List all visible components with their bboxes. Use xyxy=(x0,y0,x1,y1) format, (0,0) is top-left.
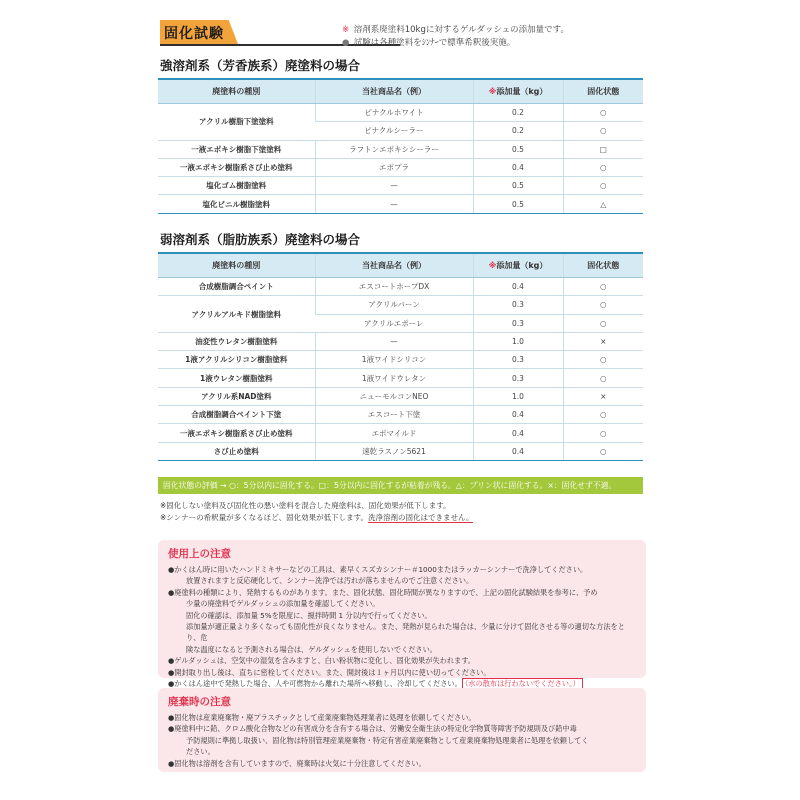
cell-type: 1液アクリルシリコン樹脂塗料 xyxy=(158,351,315,369)
cell-type: アクリルアルキド樹脂塗料 xyxy=(158,296,315,333)
cell-state: □ xyxy=(563,140,643,158)
col-state: 固化状態 xyxy=(563,253,643,278)
cell-product: ニューモルコンNEO xyxy=(315,387,473,405)
cell-type: 一液エポキシ樹脂系さび止め塗料 xyxy=(158,424,315,442)
disposal-body xyxy=(168,712,638,769)
table-row xyxy=(158,351,643,369)
cell-state: ○ xyxy=(563,122,643,140)
cell-amount: 0.4 xyxy=(473,278,563,296)
cell-amount: 0.4 xyxy=(473,406,563,424)
col-product: 当社商品名（例） xyxy=(315,79,473,104)
cell-product: アクリルバーン xyxy=(315,296,473,314)
cell-state: ○ xyxy=(563,369,643,387)
cell-state: ○ xyxy=(563,278,643,296)
header-note-2 xyxy=(342,37,569,50)
table-header-row xyxy=(158,253,643,278)
cell-state: ○ xyxy=(563,314,643,332)
table-row xyxy=(158,387,643,405)
table-row xyxy=(158,104,643,122)
cell-product: ラフトンエポキシシーラー xyxy=(315,140,473,158)
footnote-highlight: 洗浄溶剤の固化はできません。 xyxy=(368,513,474,522)
usage-item: ●かくはん時に用いたハンドミキサーなどの工具は、素早くスズカシンナー＃1000またはラッカーシンナーで洗浄してください。 xyxy=(168,565,588,574)
cell-type: 油変性ウレタン樹脂塗料 xyxy=(158,332,315,350)
disposal-title: 廃棄時の注意 xyxy=(168,696,231,708)
cell-product: 1液ワイドシリコン xyxy=(315,351,473,369)
cell-state: × xyxy=(563,332,643,350)
cell-product: アクリルエポーレ xyxy=(315,314,473,332)
usage-item: ●かくはん途中で発熱した場合、人や可燃物から離れた場所へ移動し、冷却してください。 （水の散布は行わないでください。） xyxy=(168,678,638,689)
usage-title: 使用上の注意 xyxy=(168,548,231,560)
cell-type: 合成樹脂調合ペイント下塗 xyxy=(158,406,315,424)
col-type: 廃塗料の種別 xyxy=(158,253,315,278)
table-row xyxy=(158,177,643,195)
cell-amount: 0.3 xyxy=(473,351,563,369)
cell-amount: 0.4 xyxy=(473,158,563,176)
table-row xyxy=(158,296,643,314)
cell-product: 速乾ラスノン5621 xyxy=(315,442,473,460)
disposal-item: ●固化物は産業廃棄物・廃プラスチックとして産業廃棄物処理業者に処理を依頼してください。 xyxy=(168,713,476,722)
cell-type: 塩化ゴム樹脂塗料 xyxy=(158,177,315,195)
cell-type: 塩化ビニル樹脂塗料 xyxy=(158,195,315,213)
cell-state: ○ xyxy=(563,424,643,442)
bullet-icon: ● xyxy=(342,38,350,48)
disposal-item: ●固化物は溶剤を含有していますので、廃棄時は火気に十分注意してください。 xyxy=(168,758,426,768)
cell-amount: 0.3 xyxy=(473,314,563,332)
cell-amount: 0.2 xyxy=(473,104,563,122)
cell-product: エスコート下塗 xyxy=(315,406,473,424)
cell-type: アクリル樹脂下塗塗料 xyxy=(158,104,315,141)
table-row xyxy=(158,158,643,176)
usage-item: 添加量が適正量より多くなっても固化性が良くなりません。また、発熱が見られた場合は、少量に分けて固化させる等の適切な方法をとり、危 xyxy=(186,622,625,643)
cell-product: 1液ワイドウレタン xyxy=(315,369,473,387)
section-badge xyxy=(160,20,238,46)
page-title: 固化試験 xyxy=(164,26,224,42)
cell-type: さび止め塗料 xyxy=(158,442,315,460)
table-row xyxy=(158,442,643,460)
cell-state: ○ xyxy=(563,442,643,460)
table-row xyxy=(158,332,643,350)
cell-product: エスコートホープDX xyxy=(315,278,473,296)
usage-body xyxy=(168,564,638,689)
cell-state: ○ xyxy=(563,158,643,176)
disposal-item: ●廃塗料中に鉛、クロム酸化合物などの有害成分を含有する場合は、労働安全衛生法の特定化学物質等障害予防規則及び鉛中毒 xyxy=(168,724,577,734)
cell-product: エポプラ xyxy=(315,158,473,176)
header-note-1 xyxy=(342,24,569,37)
usage-item: 固化の確認は、添加量 5%を限度に、撹拌時間 1 分以内で行ってください。 xyxy=(186,610,432,620)
cell-type: 合成樹脂調合ペイント xyxy=(158,278,315,296)
cell-amount: 0.2 xyxy=(473,122,563,140)
note-mark: ※ xyxy=(342,25,350,35)
cell-type: 一液エポキシ樹脂系さび止め塗料 xyxy=(158,158,315,176)
cell-amount: 1.0 xyxy=(473,332,563,350)
usage-boxed-warning: （水の散布は行わないでください。） xyxy=(462,678,583,689)
cell-state: ○ xyxy=(563,177,643,195)
cell-amount: 0.5 xyxy=(473,195,563,213)
table-row xyxy=(158,195,643,213)
table2-title: 弱溶剤系（脂肪族系）廃塗料の場合 xyxy=(160,232,361,247)
usage-item: 少量の廃塗料でゲルダッシュの添加量を確認してください。 xyxy=(186,599,380,609)
cell-amount: 0.4 xyxy=(473,424,563,442)
cell-amount: 1.0 xyxy=(473,387,563,405)
disposal-caution-box xyxy=(158,688,646,772)
footnotes xyxy=(160,500,473,524)
table-row xyxy=(158,406,643,424)
cell-state: ○ xyxy=(563,406,643,424)
evaluation-legend: 固化状態の評価 → ○：5分以内に固化する。□：5分以内に固化するが粘着が残る。△：プリン状に固化する。×：固化せず不適。 xyxy=(158,477,643,494)
table1-title: 強溶剤系（芳香族系）廃塗料の場合 xyxy=(160,58,361,73)
table-row xyxy=(158,424,643,442)
col-type: 廃塗料の種別 xyxy=(158,79,315,104)
cell-amount: 0.3 xyxy=(473,369,563,387)
header-notes xyxy=(342,24,569,50)
cell-amount: 0.3 xyxy=(473,296,563,314)
col-product: 当社商品名（例） xyxy=(315,253,473,278)
cell-type: 一液エポキシ樹脂下塗塗料 xyxy=(158,140,315,158)
cell-state: ○ xyxy=(563,104,643,122)
usage-item: 険な温度になると予測される場合は、ゲルダッシュを使用しないでください。 xyxy=(186,644,437,654)
usage-caution-box xyxy=(158,540,646,689)
table-header-row xyxy=(158,79,643,104)
cell-product: — xyxy=(315,195,473,213)
table-row xyxy=(158,278,643,296)
footnote-1: ※固化しない塗料及び固化性の悪い塗料を混合した廃塗料は、固化効果が低下します。 xyxy=(160,501,451,510)
cell-amount: 0.5 xyxy=(473,177,563,195)
cell-product: ピナクルホワイト xyxy=(315,104,473,122)
usage-item: ●開封取り出し後は、直ちに密栓してください。また、開封後は１ヶ月以内に使い切ってください。 xyxy=(168,667,491,677)
cell-state: × xyxy=(563,387,643,405)
usage-item: ●ゲルダッシュは、空気中の湿気を含みますと、白い粉状物に変化し、固化効果が失われます。 xyxy=(168,656,475,666)
note-text: 試験は各種塗料をｼﾝﾅｰで標準希釈後実施。 xyxy=(353,38,516,48)
usage-item: 放置されますと反応硬化して、シンナー洗浄では汚れが落ちませんのでご注意ください。 xyxy=(186,576,474,586)
col-amount: ※添加量（kg） xyxy=(473,253,563,278)
table-strong-solvent xyxy=(158,78,643,214)
table-row xyxy=(158,369,643,387)
col-state: 固化状態 xyxy=(563,79,643,104)
cell-state: ○ xyxy=(563,351,643,369)
footnote-2: ※シンナーの希釈量が多くなるほど、固化効果が低下します。洗浄溶剤の固化はできません。 xyxy=(160,513,474,522)
usage-item: ●廃塗料の種類により、発熱するものがあります。また、固化状態、固化時間が異なりますので、上記の固化試験結果を参考に、予め xyxy=(168,587,598,597)
cell-state: △ xyxy=(563,195,643,213)
disposal-item: ださい。 xyxy=(186,747,215,757)
table-row xyxy=(158,140,643,158)
cell-amount: 0.5 xyxy=(473,140,563,158)
cell-state: ○ xyxy=(563,296,643,314)
cell-product: — xyxy=(315,332,473,350)
cell-type: アクリル系NAD塗料 xyxy=(158,387,315,405)
cell-type: 1液ウレタン樹脂塗料 xyxy=(158,369,315,387)
cell-product: エポマイルド xyxy=(315,424,473,442)
cell-amount: 0.4 xyxy=(473,442,563,460)
cell-product: — xyxy=(315,177,473,195)
note-text: 溶剤系廃塗料10kgに対するゲルダッシュの添加量です。 xyxy=(353,25,569,35)
table-weak-solvent xyxy=(158,252,643,461)
disposal-item: 予防規則に準拠し取扱い、固化物は特別管理産業廃棄物・特定有害産業廃棄物として産業廃棄物処理業者に処理を依頼してく xyxy=(186,735,589,745)
col-amount: ※添加量（kg） xyxy=(473,79,563,104)
cell-product: ピナクルシーラー xyxy=(315,122,473,140)
